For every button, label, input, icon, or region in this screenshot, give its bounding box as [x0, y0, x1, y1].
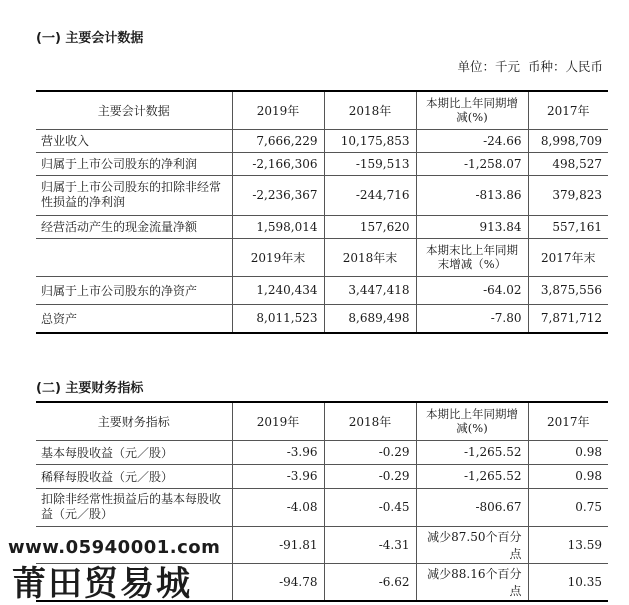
value-cell: -1,265.52 [416, 464, 528, 488]
header-cell: 本期比上年同期增减(%) [416, 402, 528, 440]
unit-currency-line [453, 57, 603, 75]
value-cell: 0.75 [528, 488, 608, 526]
table-row [36, 175, 608, 215]
header-cell: 2018年 [324, 402, 416, 440]
value-cell: -4.08 [232, 488, 324, 526]
row-label: 归属于上市公司股东的扣除非经常性损益的净利润 [36, 175, 232, 215]
value-cell: 减少87.50个百分点 [416, 526, 528, 563]
header-cell: 2019年 [232, 402, 324, 440]
value-cell: 8,011,523 [232, 304, 324, 333]
value-cell: 10,175,853 [324, 129, 416, 152]
table-row [36, 304, 608, 333]
value-cell: 913.84 [416, 215, 528, 238]
row-label: 稀释每股收益（元／股） [36, 464, 232, 488]
value-cell: 8,998,709 [528, 129, 608, 152]
table-row [36, 129, 608, 152]
value-cell: -64.02 [416, 276, 528, 304]
value-cell: -159,513 [324, 152, 416, 175]
value-cell: -0.29 [324, 440, 416, 464]
watermark-url: www.05940001.com [8, 537, 221, 558]
table-row [36, 152, 608, 175]
header-cell: 主要会计数据 [36, 91, 232, 129]
row-label: 基本每股收益（元／股） [36, 440, 232, 464]
header-cell [36, 238, 232, 276]
value-cell: -91.81 [232, 526, 324, 563]
row-label: 营业收入 [36, 129, 232, 152]
header-cell: 2017年 [528, 91, 608, 129]
table-row [36, 440, 608, 464]
header-cell: 2017年 [528, 402, 608, 440]
unit-label: 单位：千元 [457, 59, 520, 74]
header-cell: 主要财务指标 [36, 402, 232, 440]
section1-title: (一) 主要会计数据 [36, 31, 144, 46]
header-cell: 2018年末 [324, 238, 416, 276]
value-cell: 379,823 [528, 175, 608, 215]
value-cell: -2,236,367 [232, 175, 324, 215]
value-cell: 557,161 [528, 215, 608, 238]
value-cell: -0.29 [324, 464, 416, 488]
value-cell: -244,716 [324, 175, 416, 215]
value-cell: 0.98 [528, 440, 608, 464]
header-cell: 本期比上年同期增减(%) [416, 91, 528, 129]
value-cell: 1,240,434 [232, 276, 324, 304]
header-cell: 本期末比上年同期末增减（%） [416, 238, 528, 276]
value-cell: 3,875,556 [528, 276, 608, 304]
value-cell: 13.59 [528, 526, 608, 563]
row-label: 经营活动产生的现金流量净额 [36, 215, 232, 238]
accounting-data-table [36, 90, 608, 334]
value-cell: 498,527 [528, 152, 608, 175]
table-header-row [36, 402, 608, 440]
value-cell: -3.96 [232, 440, 324, 464]
header-cell: 2019年 [232, 91, 324, 129]
value-cell: 10.35 [528, 563, 608, 601]
value-cell: -94.78 [232, 563, 324, 601]
row-label: 归属于上市公司股东的净资产 [36, 276, 232, 304]
value-cell: -24.66 [416, 129, 528, 152]
watermark-logo-text: 莆田贸易城 [12, 564, 192, 604]
table-row [36, 215, 608, 238]
value-cell: -7.80 [416, 304, 528, 333]
table-row [36, 464, 608, 488]
value-cell: -1,258.07 [416, 152, 528, 175]
header-cell: 2018年 [324, 91, 416, 129]
value-cell: -6.62 [324, 563, 416, 601]
value-cell: 3,447,418 [324, 276, 416, 304]
value-cell: 0.98 [528, 464, 608, 488]
value-cell: 减少88.16个百分点 [416, 563, 528, 601]
value-cell: -813.86 [416, 175, 528, 215]
value-cell: 1,598,014 [232, 215, 324, 238]
row-label: 扣除非经常性损益后的基本每股收益（元／股） [36, 488, 232, 526]
currency-label: 币种：人民币 [527, 59, 603, 74]
value-cell: -2,166,306 [232, 152, 324, 175]
table-subheader-row [36, 238, 608, 276]
header-cell: 2019年末 [232, 238, 324, 276]
value-cell: -4.31 [324, 526, 416, 563]
value-cell: -3.96 [232, 464, 324, 488]
header-cell: 2017年末 [528, 238, 608, 276]
table-row [36, 276, 608, 304]
row-label: 总资产 [36, 304, 232, 333]
value-cell: -806.67 [416, 488, 528, 526]
value-cell: -0.45 [324, 488, 416, 526]
table-header-row [36, 91, 608, 129]
value-cell: 157,620 [324, 215, 416, 238]
value-cell: 8,689,498 [324, 304, 416, 333]
row-label: 归属于上市公司股东的净利润 [36, 152, 232, 175]
section2-title: (二) 主要财务指标 [36, 381, 144, 396]
value-cell: -1,265.52 [416, 440, 528, 464]
value-cell: 7,871,712 [528, 304, 608, 333]
table-row [36, 488, 608, 526]
value-cell: 7,666,229 [232, 129, 324, 152]
